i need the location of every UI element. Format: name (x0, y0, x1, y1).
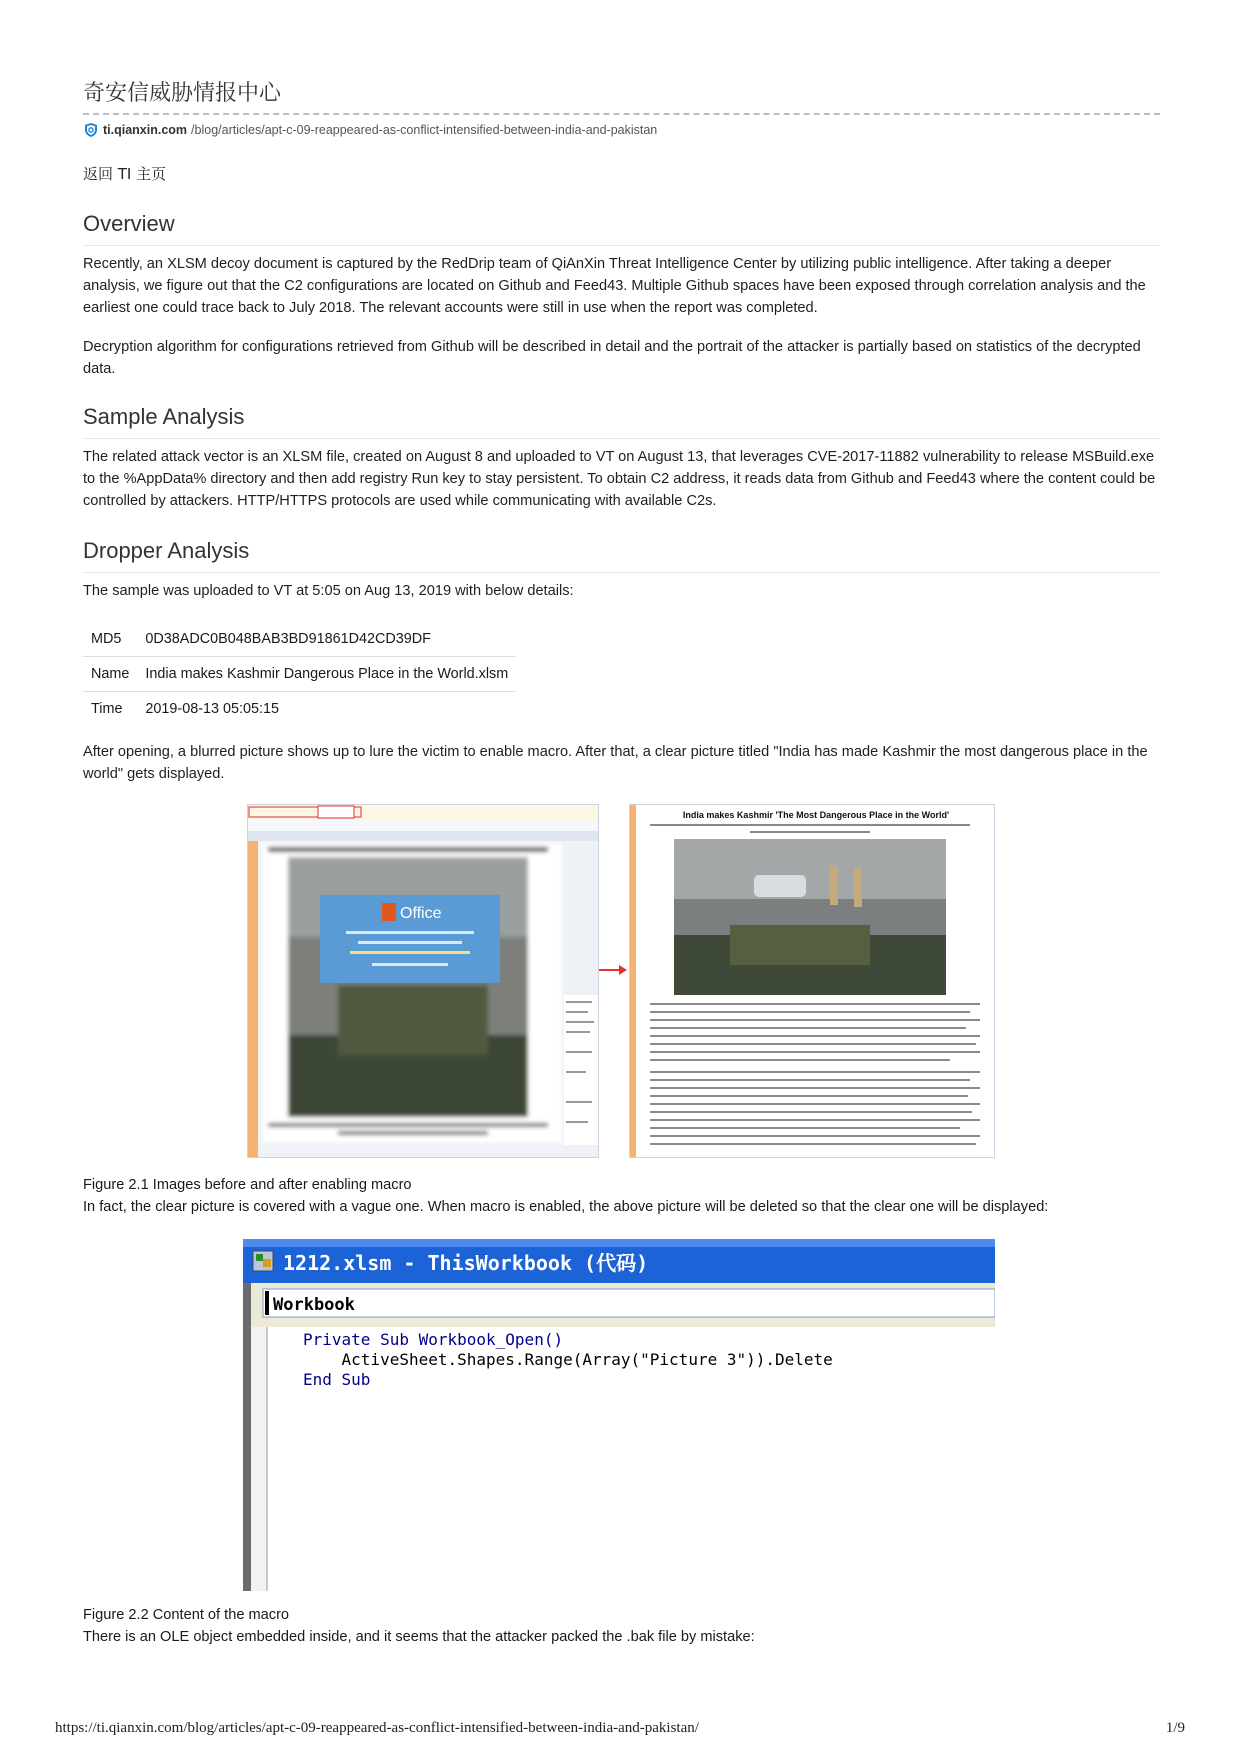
decoy-paragraph: After opening, a blurred picture shows up to lure the victim to enable macro. After that, a clear picture titled "India has made Kashmir the most dangerous place in the world" gets displayed. (83, 744, 1148, 782)
table-key: Time (91, 701, 123, 717)
header-divider (83, 113, 1160, 115)
overview-paragraph-1: Recently, an XLSM decoy document is captured by the RedDrip team of QiAnXin Threat Intelligence Center by utilizing public intelligence. After taking a deeper analysis, we figure out that the C2 configurations are located on Github and Feed43. Multiple Github spaces have been exposed through correlation analysis and the earliest one could trace back to July 2018. The relevant accounts were still in use when the report was completed. (83, 256, 1146, 316)
figure-2-1-caption: Figure 2.1 Images before and after enabling macro (83, 1177, 412, 1193)
sample-details-table (83, 622, 516, 726)
dropper-intro-paragraph: The sample was uploaded to VT at 5:05 on Aug 13, 2019 with below details: (83, 583, 574, 599)
code-line-2: ActiveSheet.Shapes.Range(Array("Picture 3")).Delete (303, 1350, 833, 1369)
vba-window-title: 1212.xlsm - ThisWorkbook (代码) (283, 1251, 649, 1275)
blurred-excel-window (248, 805, 598, 1157)
back-to-ti-home-link[interactable]: 返回 TI 主页 (83, 165, 167, 183)
footer-url: https://ti.qianxin.com/blog/articles/apt-c-09-reappeared-as-conflict-intensified-between-india-and-pakistan/ (55, 1720, 699, 1736)
code-line-3: End Sub (303, 1370, 371, 1389)
macro-explanation-paragraph: In fact, the clear picture is covered with a vague one. When macro is enabled, the above picture will be deleted so that the clear one will be displayed: (83, 1199, 1049, 1215)
url-path[interactable]: /blog/articles/apt-c-09-reappeared-as-conflict-intensified-between-india-and-pakistan (191, 123, 658, 137)
clear-excel-window (630, 805, 994, 1157)
arrow-right-icon (599, 964, 627, 976)
url-domain[interactable]: ti.qianxin.com (103, 123, 188, 137)
table-row (83, 657, 516, 692)
office-brand-text: Office (400, 905, 442, 922)
overview-heading: Overview (83, 211, 1160, 246)
table-value: 2019-08-13 05:05:15 (145, 701, 280, 717)
ole-object-paragraph: There is an OLE object embedded inside, and it seems that the attacker packed the .bak file by mistake: (83, 1629, 755, 1645)
sample-analysis-heading: Sample Analysis (83, 404, 1160, 439)
object-combo-box: Workbook (273, 1295, 355, 1315)
article-url[interactable] (83, 122, 657, 138)
code-line-1: Private Sub Workbook_Open() (303, 1330, 564, 1349)
figure-macro-content (243, 1239, 995, 1591)
blurred-decoy-screenshot (247, 804, 599, 1158)
table-row (83, 622, 516, 657)
table-value: India makes Kashmir Dangerous Place in the World.xlsm (137, 657, 516, 692)
dropper-analysis-heading: Dropper Analysis (83, 538, 1160, 573)
site-title: 奇安信威胁情报中心 (83, 81, 282, 106)
footer-page-number: 1/9 (1165, 1720, 1185, 1736)
figure-2-2-caption: Figure 2.2 Content of the macro (83, 1607, 290, 1623)
clear-decoy-screenshot (629, 804, 995, 1158)
print-footer (55, 1720, 1185, 1737)
table-key: Name (83, 657, 137, 692)
table-row (83, 692, 516, 727)
table-value: 0D38ADC0B048BAB3BD91861D42CD39DF (137, 622, 516, 657)
shield-icon (83, 122, 99, 138)
vba-editor-window (243, 1239, 995, 1591)
overview-paragraph-2: Decryption algorithm for configurations retrieved from Github will be described in detail and the portrait of the attacker is partially based on statistics of the decrypted data. (83, 339, 1141, 377)
clear-picture-title: India makes Kashmir 'The Most Dangerous Place in the World' (682, 810, 950, 820)
figure-before-after-macro (247, 804, 995, 1156)
table-key: MD5 (83, 622, 137, 657)
sample-analysis-paragraph: The related attack vector is an XLSM file, created on August 8 and uploaded to VT on August 13, that leverages CVE-2017-11882 vulnerability to release MSBuild.exe to the %AppData% directory and then add registry Run key to stay persistent. To obtain C2 address, it reads data from Github and Feed43 where the content could be controlled by attackers. HTTP/HTTPS protocols are used while communicating with available C2s. (83, 449, 1156, 509)
